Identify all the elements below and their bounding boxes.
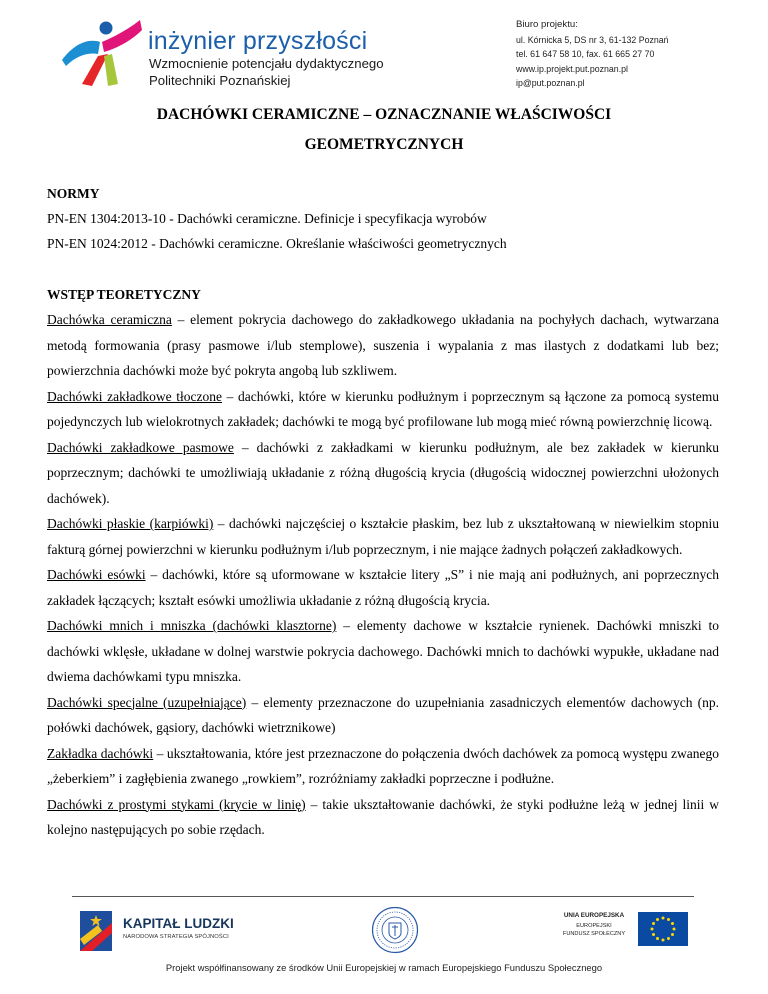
document-title-line-2: GEOMETRYCZNYCH (304, 136, 464, 153)
definition-paragraph (47, 384, 719, 435)
contact-email: ip@put.poznan.pl (516, 77, 585, 88)
logo-subtitle-line-1: Wzmocnienie potencjału dydaktycznego (149, 56, 384, 71)
kapital-ludzki-subtitle: NARODOWA STRATEGIA SPÓJNOŚCI (123, 934, 229, 940)
definition-text: – elementy przeznaczone do uzupełniania zasadniczych elementów dachowych (np. połówki dachówek, gąsiory, dachówki wietrznikowe) (47, 694, 720, 735)
definition-term: Dachówki esówki (47, 567, 146, 582)
definition-text: – dachówki najczęściej o kształcie płaskim, bez lub z ukształtowaną w niewielkim stopniu fakturą górnej powierzchni w kierunku podłużnym i/lub poprzecznym, i nie mające żadnych połączeń zakładkowych. (47, 516, 719, 557)
definition-text: – ukształtowania, które jest przeznaczone do połączenia dwóch dachówek za pomocą występu zwanego „żeberkiem” i zagłębienia zwanego „rowkiem”, rozróżniamy zakładki poprzeczne i podłużne. (47, 745, 719, 786)
definition-paragraph (47, 613, 719, 690)
definition-text: – dachówki, które w kierunku podłużnym i poprzecznym są łączone za pomocą systemu pojedynczych lub wielokrotnych zakładek; dachówki te mogą być profilowane lub mogą mieć równą powierzchnię licową. (47, 388, 719, 429)
definition-text: – dachówki z zakładkami w kierunku podłużnym, ale bez zakładek w kierunku poprzecznym; dachówki te umożliwiają układanie z różną długością krycia (długością widocznej powierzchni ułożonych dachówek). (47, 439, 719, 506)
definition-paragraph (47, 741, 719, 792)
eu-flag-icon (638, 912, 688, 946)
definition-text: – takie ukształtowanie dachówki, że styki podłużne leżą w jednej linii w kolejno następujących po sobie rzędach. (47, 796, 719, 837)
logo-subtitle (149, 55, 384, 89)
eu-logo (558, 912, 698, 952)
definition-term: Dachówka ceramiczna (47, 312, 172, 327)
definition-paragraph (47, 690, 719, 741)
eu-fund-line-2: FUNDUSZ SPOŁECZNY (562, 930, 626, 937)
logo-title: inżynier przyszłości (148, 27, 368, 55)
definition-term: Dachówki płaskie (karpiówki) (47, 516, 214, 531)
document-title-line-1: DACHÓWKI CERAMICZNE – OZNACZNANIE WŁAŚCIWOŚCI (156, 106, 612, 123)
definition-term: Zakładka dachówki (47, 745, 154, 761)
definition-paragraph (47, 307, 719, 384)
definition-paragraph (47, 435, 719, 512)
contact-phone: tel. 61 647 58 10, fax. 61 665 27 70 (516, 49, 655, 60)
definition-text: – dachówki, które są uformowane w kształcie litery „S” i nie mają ani podłużnych, ani poprzecznych zakładek łączących; kształt esówki umożliwia układanie z różną długością krycia. (47, 567, 719, 608)
norms-section (47, 181, 719, 256)
definition-term: Dachówki mnich i mniszka (dachówki klasztorne) (47, 618, 337, 633)
eu-title: UNIA EUROPEJSKA (563, 912, 625, 919)
eu-fund-line-1: EUROPEJSKI (576, 923, 612, 929)
definition-text: – elementy dachowe w kształcie rynienek. Dachówki mniszki to dachówki wklęsłe, układane w dolnej warstwie pokrycia dachowego. Dachówki mnich to dachówki wypukłe, układane nad dwiema dachówkami typu mniszka. (47, 618, 719, 684)
definition-term: Dachówki specjalne (uzupełniające) (47, 694, 247, 710)
definition-term: Dachówki z prostymi stykami (krycie w linię) (47, 796, 306, 812)
norm-item: PN-EN 1024:2012 - Dachówki ceramiczne. Określanie właściwości geometrycznych (47, 236, 507, 251)
norm-item: PN-EN 1304:2013-10 - Dachówki ceramiczne. Definicje i specyfikacja wyrobów (47, 211, 487, 226)
eu-fund-text (558, 923, 630, 938)
contact-block (516, 18, 669, 90)
logo-subtitle-line-2: Politechniki Poznańskiej (149, 73, 291, 88)
contact-address: ul. Kórnicka 5, DS nr 3, 61-132 Poznań (516, 35, 669, 46)
university-seal-icon (371, 906, 419, 954)
logo-figure-icon (58, 14, 144, 90)
definition-paragraph (47, 511, 719, 562)
contact-label: Biuro projektu: (516, 19, 578, 30)
kapital-ludzki-flag-icon (76, 909, 116, 953)
theory-section (47, 282, 719, 843)
definition-paragraph (47, 562, 719, 613)
page-header (0, 0, 768, 100)
funding-note: Projekt współfinansowany ze środków Unii Europejskiej w ramach Europejskiego Funduszu Społecznego (165, 962, 603, 973)
contact-website: www.ip.projekt.put.poznan.pl (516, 63, 628, 74)
kapital-ludzki-title: KAPITAŁ LUDZKI (123, 916, 234, 931)
definition-term: Dachówki zakładkowe pasmowe (47, 439, 234, 455)
definition-paragraph (47, 792, 719, 843)
norms-heading: NORMY (47, 186, 100, 201)
footer-divider (72, 896, 694, 897)
kapital-ludzki-logo (74, 905, 244, 955)
definition-text: – element pokrycia dachowego do zakładkowego układania na pochyłych dachach, wytwarzana metodą formowania (prasy pasmowe i/lub stemplowe), suszenia i wypalania z mas ilastych z dodatkami lub bez; powierzchnia dachówki może być pokryta angobą lub szkliwem. (47, 312, 719, 378)
theory-heading: WSTĘP TEORETYCZNY (47, 287, 201, 302)
definition-term: Dachówki zakładkowe tłoczone (47, 388, 222, 404)
